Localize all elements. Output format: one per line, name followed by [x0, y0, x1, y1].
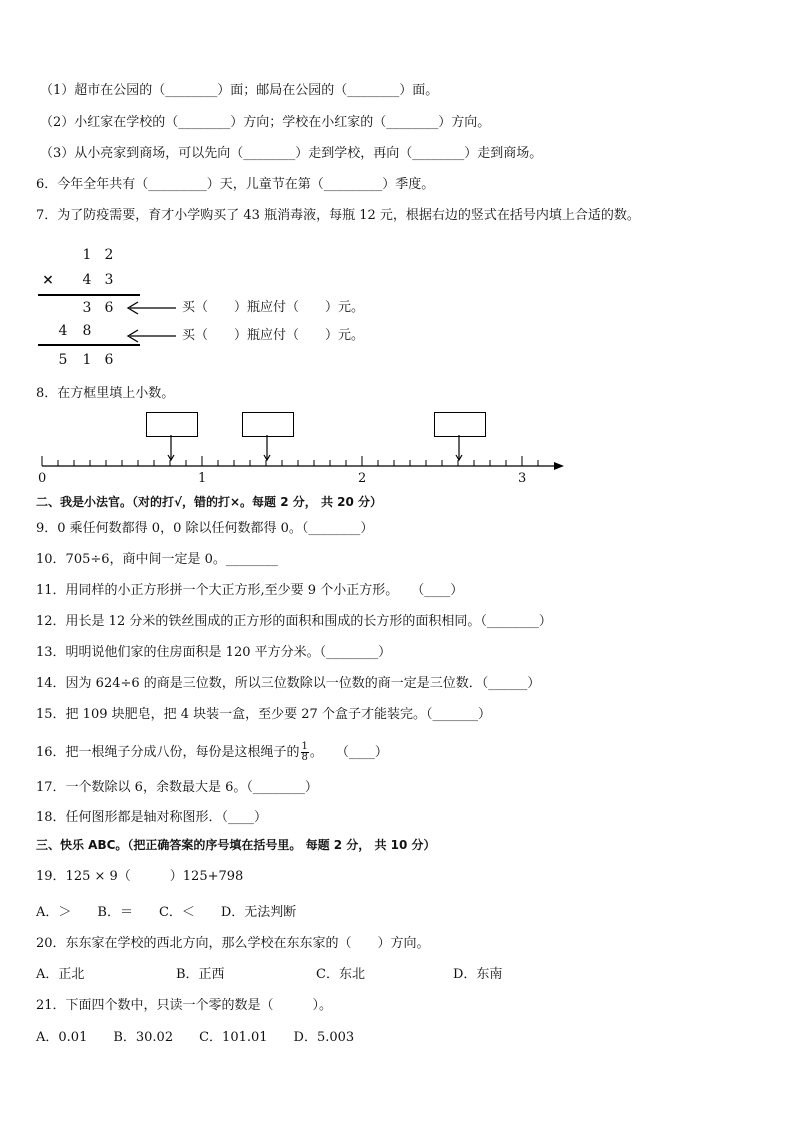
question-20-option-b: B．正西 [176, 967, 225, 982]
axis-arrow-icon [554, 462, 564, 470]
question-15: 15．把 109 块肥皂，把 4 块装一盒，至少要 27 个盒子才能装完。（_______） [36, 707, 491, 722]
multiply-sign: × [42, 272, 54, 288]
q5-part2: （2）小红家在学校的（________）方向；学校在小红家的（________）方向。 [40, 115, 491, 130]
calc-digit: 3 [104, 272, 114, 288]
calc-digit: 5 [58, 352, 68, 368]
calc-digit: 6 [104, 352, 114, 368]
question-18: 18．任何图形都是轴对称图形．（____） [36, 810, 268, 825]
question-20-option-d: D．东南 [453, 967, 503, 982]
left-arrow-icon [128, 302, 176, 314]
axis-label: 0 [38, 471, 47, 486]
question-19: 19．125 × 9（ ）125+798 [36, 869, 244, 884]
question-17: 17．一个数除以 6，余数最大是 6。（________） [36, 780, 318, 795]
calc-digit: 6 [104, 300, 114, 316]
arrows [124, 300, 180, 344]
calc-line [38, 294, 140, 296]
axis-label: 1 [198, 471, 207, 486]
question-21-options: A．0.01 B．30.02 C．101.01 D．5.003 [36, 1030, 355, 1045]
fraction [301, 742, 309, 763]
question-16-text: 16．把一根绳子分成八份，每份是这根绳子的 [36, 745, 300, 760]
question-14: 14．因为 624÷6 的商是三位数，所以三位数除以一位数的商一定是三位数．（______） [36, 676, 541, 691]
question-10: 10．705÷6，商中间一定是 0。________ [36, 552, 278, 567]
question-7: 7．为了防疫需要，育才小学购买了 43 瓶消毒液，每瓶 12 元，根据右边的竖式在括号内填上合适的数。 [36, 208, 640, 223]
left-arrow-icon [128, 330, 176, 342]
question-20-option-a: A．正北 [36, 967, 85, 982]
question-19-options: A．＞ B．＝ C．＜ D．无法判断 [36, 905, 297, 920]
calc-digit: 1 [82, 247, 92, 263]
fraction-numerator: 1 [301, 741, 308, 752]
q5-part3: （3）从小亮家到商场，可以先向（________）走到学校，再向（________）走到商场。 [40, 146, 543, 161]
question-12: 12．用长是 12 分米的铁丝围成的正方形的面积和围成的长方形的面积相同。（________） [36, 614, 552, 629]
calc-digit: 4 [82, 272, 92, 288]
calc-label-2: 买（ ）瓶应付（ ）元。 [182, 328, 365, 343]
fraction-denominator: 8 [301, 752, 308, 763]
calc-digit: 2 [104, 247, 114, 263]
calc-digit: 1 [82, 352, 92, 368]
calc-digit: 4 [58, 323, 68, 339]
calc-digit: 8 [82, 323, 92, 339]
calc-digit: 3 [82, 300, 92, 316]
axis-label: 3 [518, 471, 527, 486]
question-20: 20．东东家在学校的西北方向，那么学校在东东家的（ ）方向。 [36, 936, 430, 951]
question-20-option-c: C．东北 [316, 967, 365, 982]
question-16-tail: 。 （____） [309, 745, 388, 760]
calc-label-1: 买（ ）瓶应付（ ）元。 [182, 300, 365, 315]
section-2-heading: 二、我是小法官。（对的打√，错的打×。每题 2 分， 共 20 分） [36, 495, 382, 509]
question-6: 6．今年全年共有（_________）天，儿童节在第（_________）季度。 [36, 177, 435, 192]
question-9: 9．0 乘任何数都得 0，0 除以任何数都得 0。（________） [36, 521, 374, 536]
section-3-heading: 三、快乐 ABC。（把正确答案的序号填在括号里。 每题 2 分， 共 10 分） [36, 838, 436, 852]
question-11: 11．用同样的小正方形拼一个大正方形,至少要 9 个小正方形。 （____） [36, 583, 464, 598]
question-16 [36, 742, 388, 763]
question-13: 13．明明说他们家的住房面积是 120 平方分米。（________） [36, 645, 392, 660]
question-21: 21．下面四个数中，只读一个零的数是（ ）。 [36, 998, 333, 1013]
number-line-axis [30, 430, 570, 470]
calc-line [38, 344, 140, 346]
question-8: 8．在方框里填上小数。 [36, 386, 175, 401]
axis-label: 2 [358, 471, 367, 486]
q5-part1: （1）超市在公园的（________）面；邮局在公园的（________）面。 [40, 83, 439, 98]
